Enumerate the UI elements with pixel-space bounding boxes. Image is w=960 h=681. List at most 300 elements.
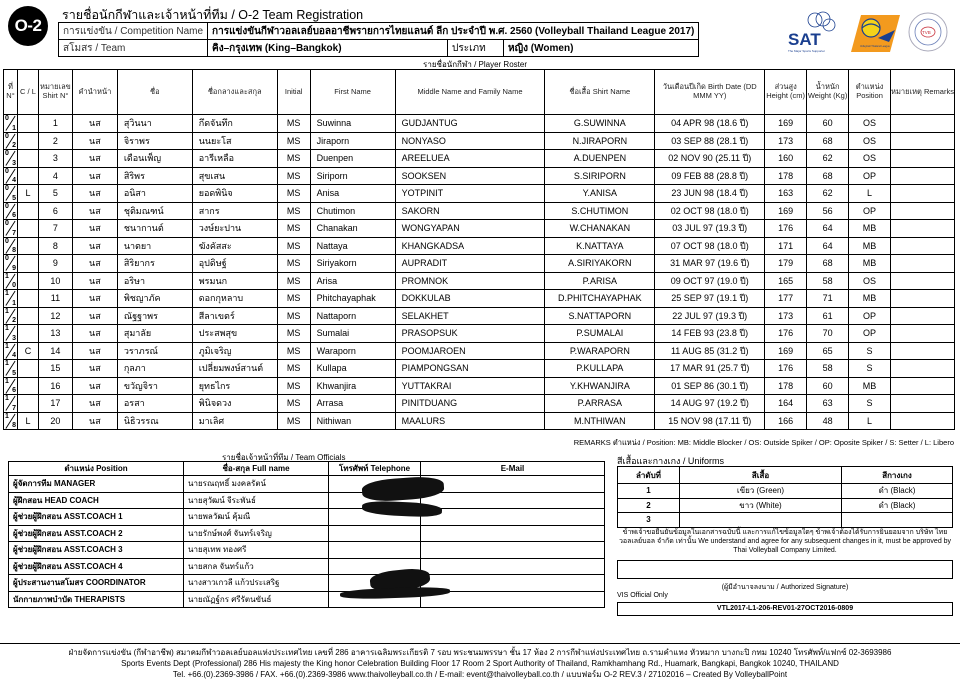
height-cell: 177 [765,290,807,308]
position-cell: OS [849,132,891,150]
last-name-th-cell: วงษ์ยะปาน [192,220,277,238]
row-index-cell [4,342,18,360]
row-index-cell [4,220,18,238]
shirt-no-cell: 14 [38,342,72,360]
shirt-no-cell: 12 [38,307,72,325]
remarks-cell [891,220,955,238]
official-row [9,542,605,559]
official-position-cell: ผู้ช่วยผู้ฝึกสอน ASST.COACH 3 [9,542,184,559]
player-row [4,167,955,185]
remarks-cell [891,202,955,220]
row-index-top: 0 [5,255,9,262]
row-index-bottom: 4 [12,177,16,184]
height-cell: 178 [765,377,807,395]
weight-cell: 58 [807,360,849,378]
birth-date-cell: 03 SEP 88 (28.1 ปี) [655,132,765,150]
shirt-no-cell: 5 [38,185,72,203]
first-name-th-cell: ขวัญจิรา [117,377,192,395]
official-name-cell: นายพลวัฒน์ คุ้มณี [184,509,329,526]
official-telephone-cell [329,525,421,542]
position-cell: L [849,185,891,203]
shorts-color-cell: ดำ (Black) [842,484,953,499]
initial-cell: MS [277,325,310,343]
shirt-name-cell: Y.KHWANJIRA [545,377,655,395]
row-index-cell [4,202,18,220]
first-name-th-cell: สุวินนา [117,115,192,133]
official-name-cell: นายสุเทพ ทองศรี [184,542,329,559]
row-index-top: 0 [5,115,9,122]
player-row [4,290,955,308]
cl-cell [17,377,38,395]
player-row [4,185,955,203]
first-name-th-cell: สิริยากร [117,255,192,273]
row-index-bottom: 1 [12,124,16,132]
initial-cell: MS [277,202,310,220]
remarks-cell [891,360,955,378]
svg-text:The Major Sports Supporter: The Major Sports Supporter [788,49,826,53]
row-index-cell [4,395,18,413]
shirt-no-cell: 16 [38,377,72,395]
shirt-name-cell: P.SUMALAI [545,325,655,343]
official-position-cell: ผู้ประสานงานสโมสร COORDINATOR [9,575,184,592]
cl-cell [17,150,38,168]
row-index-top: 1 [5,290,9,297]
last-name-th-cell: พินิจดวง [192,395,277,413]
position-cell: MB [849,377,891,395]
last-name-th-cell: พรมนก [192,272,277,290]
player-row [4,255,955,273]
first-name-th-cell: ชนากานต์ [117,220,192,238]
first-name-en-cell: Suwinna [310,115,395,133]
shirt-name-cell: W.CHANAKAN [545,220,655,238]
last-name-th-cell: สุขเสน [192,167,277,185]
official-position-cell: ผู้จัดการทีม MANAGER [9,476,184,493]
position-cell: OS [849,150,891,168]
player-row [4,115,955,133]
shirt-name-cell: G.SUWINNA [545,115,655,133]
official-email-cell [421,558,605,575]
family-name-en-cell: MAALURS [395,412,545,430]
agreement-text: ข้าพเจ้าขอยืนยันข้อมูลในเอกสารฉบับนี้ และการแก้ไขข้อมูลใดๆ ข้าพเจ้าต้องได้รับการยินยอมจาก บริษัท ไทยวอลเลย์บอล จำกัด เท่านั้น We understand and agree for any subsequent changes in it, must be approved by Thai Volleyball Company Limited. [618,529,952,555]
remarks-cell [891,290,955,308]
official-email-cell [421,591,605,608]
first-name-th-cell: อริษา [117,272,192,290]
first-name-en-cell: Nattaporn [310,307,395,325]
initial-cell: MS [277,290,310,308]
height-cell: 176 [765,360,807,378]
col-first-en: First Name [310,70,395,115]
first-name-th-cell: กุลภา [117,360,192,378]
row-index-top: 1 [5,325,9,332]
remarks-cell [891,272,955,290]
uniform-row [618,498,953,513]
title-cell: นส [72,237,117,255]
uniform-order-cell: 1 [618,484,680,499]
position-cell: MB [849,290,891,308]
height-cell: 171 [765,237,807,255]
shirt-name-cell: P.ARRASA [545,395,655,413]
shirt-no-cell: 1 [38,115,72,133]
col-last-th: ชื่อกลางและสกุล [192,70,277,115]
official-row [9,509,605,526]
player-row [4,377,955,395]
row-index-top: 0 [5,202,9,210]
competition-value: การแข่งขันกีฬาวอลเลย์บอลอาชีพรายการไทยแลนด์ ลีก ประจำปี พ.ศ. 2560 (Volleyball Thailand League 2017) [208,23,699,40]
height-cell: 166 [765,412,807,430]
shirt-name-cell: D.PHITCHAYAPHAK [545,290,655,308]
family-name-en-cell: YOTPINIT [395,185,545,203]
initial-cell: MS [277,115,310,133]
weight-cell: 58 [807,272,849,290]
title-cell: นส [72,167,117,185]
row-index-bottom: 2 [12,142,16,149]
row-index-top: 0 [5,237,9,245]
official-row [9,476,605,493]
roster-header-row [4,70,955,115]
initial-cell: MS [277,360,310,378]
official-position-cell: ผู้ช่วยผู้ฝึกสอน ASST.COACH 4 [9,558,184,575]
row-index-bottom: 7 [12,229,16,237]
family-name-en-cell: PINITDUANG [395,395,545,413]
initial-cell: MS [277,272,310,290]
player-row [4,360,955,378]
title-cell: นส [72,342,117,360]
family-name-en-cell: GUDJANTUG [395,115,545,133]
shirt-name-cell: S.SIRIPORN [545,167,655,185]
row-index-bottom: 2 [12,317,16,324]
shirt-name-cell: P.WARAPORN [545,342,655,360]
roster-caption: รายชื่อนักกีฬา / Player Roster [423,60,527,69]
first-name-th-cell: สุมาลัย [117,325,192,343]
row-index-top: 1 [5,307,9,315]
col-birth-date: วันเดือนปีเกิด Birth Date (DD MMM YY) [655,70,765,115]
col-first-th: ชื่อ [117,70,192,115]
official-email-cell [421,542,605,559]
col-position: ตำแหน่ง Position [849,70,891,115]
position-cell: S [849,360,891,378]
uniform-order-cell: 3 [618,513,680,528]
initial-cell: MS [277,395,310,413]
birth-date-cell: 02 NOV 90 (25.11 ปี) [655,150,765,168]
remarks-cell [891,132,955,150]
player-row [4,325,955,343]
family-name-en-cell: DOKKULAB [395,290,545,308]
sat-logo [788,12,835,53]
height-cell: 169 [765,115,807,133]
initial-cell: MS [277,307,310,325]
row-index-cell [4,412,18,430]
position-cell: OP [849,307,891,325]
footer-line-thai: ฝ่ายจัดการแข่งขัน (กีฬาอาชีพ) สมาคมกีฬาวอลเลย์บอลแห่งประเทศไทย เลขที่ 286 อาคารเฉลิมพระเกียรติ 7 รอบ พระชนมพรรษา ชั้น 17 ห้อง 2 การกีฬาแห่งประเทศไทย ถ.รามคำแหง หัวหมาก บางกะปิ กทม 10240 โทรศัพท์/แฟกซ์ 02-3693986 [68,648,892,657]
cl-cell [17,360,38,378]
cl-cell [17,272,38,290]
last-name-th-cell: ภูมิเจริญ [192,342,277,360]
family-name-en-cell: POOMJAROEN [395,342,545,360]
first-name-en-cell: Anisa [310,185,395,203]
col-uniform-order: ลำดับที่ [618,467,680,484]
official-name-cell: นางสาวเกวลี แก้วประเสริฐ [184,575,329,592]
position-cell: S [849,395,891,413]
first-name-th-cell: ชุติมณฑน์ [117,202,192,220]
competition-label: การแข่งขัน / Competition Name [59,23,208,40]
last-name-th-cell: ฆังคัสสะ [192,237,277,255]
family-name-en-cell: YUTTAKRAI [395,377,545,395]
family-name-en-cell: WONGYAPAN [395,220,545,238]
team-officials-table [8,461,605,608]
footer-line-address: Sports Events Dept (Professional) 286 His majesty the King honor Celebration Building Floor 17 Room 2 Sport Authority of Thailand, Ramkhamhang Rd., Huamark, Bangkapi, Bangkok 10240, THAILAND [121,659,839,668]
signature-box[interactable] [617,560,953,579]
team-value: คิง–กรุงเทพ (King–Bangkok) [208,40,448,57]
first-name-th-cell: นาตยา [117,237,192,255]
first-name-th-cell: อนิสา [117,185,192,203]
row-index-cell [4,272,18,290]
official-row [9,558,605,575]
initial-cell: MS [277,185,310,203]
player-row [4,150,955,168]
position-cell: MB [849,220,891,238]
row-index-bottom: 0 [12,282,16,289]
row-index-cell [4,255,18,273]
col-weight: น้ำหนัก Weight (Kg) [807,70,849,115]
remarks-cell [891,377,955,395]
row-index-bottom: 4 [12,352,16,359]
position-cell: OS [849,115,891,133]
first-name-en-cell: Chanakan [310,220,395,238]
first-name-en-cell: Arisa [310,272,395,290]
player-row [4,412,955,430]
row-index-bottom: 8 [12,247,16,254]
row-index-top: 1 [5,395,9,402]
row-index-bottom: 3 [12,159,16,167]
official-row [9,591,605,608]
row-index-cell [4,325,18,343]
title-cell: นส [72,290,117,308]
shirt-no-cell: 13 [38,325,72,343]
shirt-name-cell: N.JIRAPORN [545,132,655,150]
shirt-no-cell: 4 [38,167,72,185]
last-name-th-cell: ประสพสุข [192,325,277,343]
first-name-en-cell: Nithiwan [310,412,395,430]
initial-cell: MS [277,237,310,255]
svg-text:TVB: TVB [922,30,931,35]
initial-cell: MS [277,377,310,395]
initial-cell: MS [277,167,310,185]
official-position-cell: ผู้ช่วยผู้ฝึกสอน ASST.COACH 1 [9,509,184,526]
position-cell: OP [849,202,891,220]
birth-date-cell: 22 JUL 97 (19.3 ปี) [655,307,765,325]
cl-cell [17,307,38,325]
weight-cell: 64 [807,237,849,255]
family-name-en-cell: AUPRADIT [395,255,545,273]
form-badge: O-2 [8,6,48,46]
last-name-th-cell: ยุทธไกร [192,377,277,395]
first-name-th-cell: อรสา [117,395,192,413]
official-position-cell: นักกายภาพบำบัด THERAPISTS [9,591,184,608]
official-email-cell [421,492,605,509]
vis-code: VTL2017-L1-206-REV01-27OCT2016-0809 [617,602,953,616]
position-cell: OS [849,272,891,290]
first-name-en-cell: Arrasa [310,395,395,413]
remarks-cell [891,237,955,255]
uniforms-table [617,466,953,528]
uniforms-header-row [618,467,953,484]
position-cell: OP [849,325,891,343]
first-name-th-cell: สิริพร [117,167,192,185]
position-cell: MB [849,237,891,255]
first-name-th-cell: จิราพร [117,132,192,150]
row-index-top: 0 [5,150,9,157]
height-cell: 169 [765,202,807,220]
weight-cell: 65 [807,342,849,360]
player-row [4,237,955,255]
row-index-bottom: 3 [12,334,16,342]
officials-caption: รายชื่อเจ้าหน้าที่ทีม / Team Officials [222,453,346,462]
birth-date-cell: 09 OCT 97 (19.0 ปี) [655,272,765,290]
height-cell: 179 [765,255,807,273]
birth-date-cell: 31 MAR 97 (19.6 ปี) [655,255,765,273]
weight-cell: 48 [807,412,849,430]
weight-cell: 71 [807,290,849,308]
shirt-color-cell: ขาว (White) [680,498,842,513]
remarks-cell [891,115,955,133]
cl-cell [17,237,38,255]
col-shirt-name: ชื่อเสื้อ Shirt Name [545,70,655,115]
last-name-th-cell: สากร [192,202,277,220]
remarks-cell [891,255,955,273]
remarks-cell [891,395,955,413]
last-name-th-cell: มาเลิศ [192,412,277,430]
cl-cell [17,167,38,185]
row-index-top: 0 [5,220,9,227]
player-row [4,132,955,150]
player-row [4,272,955,290]
initial-cell: MS [277,220,310,238]
birth-date-cell: 01 SEP 86 (30.1 ปี) [655,377,765,395]
initial-cell: MS [277,132,310,150]
family-name-en-cell: AREELUEA [395,150,545,168]
shorts-color-cell [842,513,953,528]
official-email-cell [421,476,605,493]
height-cell: 163 [765,185,807,203]
row-index-cell [4,377,18,395]
last-name-th-cell: อารีเหลือ [192,150,277,168]
shirt-name-cell: S.CHUTIMON [545,202,655,220]
cl-cell [17,115,38,133]
title-cell: นส [72,325,117,343]
first-name-en-cell: Siriyakorn [310,255,395,273]
cl-cell [17,220,38,238]
official-name-cell: นายณัฏฐ์กร ศรีรัตนขันธ์ [184,591,329,608]
footer [0,647,960,680]
vis-label: VIS Official Only [617,592,668,599]
weight-cell: 68 [807,255,849,273]
row-index-cell [4,290,18,308]
shirt-no-cell: 17 [38,395,72,413]
shirt-no-cell: 20 [38,412,72,430]
first-name-th-cell: เดือนเพ็ญ [117,150,192,168]
cl-cell [17,395,38,413]
title-cell: นส [72,220,117,238]
first-name-en-cell: Sumalai [310,325,395,343]
shirt-no-cell: 10 [38,272,72,290]
weight-cell: 68 [807,167,849,185]
birth-date-cell: 23 JUN 98 (18.4 ปี) [655,185,765,203]
row-index-cell [4,185,18,203]
shirt-no-cell: 11 [38,290,72,308]
shirt-no-cell: 8 [38,237,72,255]
official-row [9,575,605,592]
birth-date-cell: 14 FEB 93 (23.8 ปี) [655,325,765,343]
title-cell: นส [72,377,117,395]
title-cell: นส [72,307,117,325]
row-index-cell [4,237,18,255]
position-cell: L [849,412,891,430]
col-shirt-color: สีเสื้อ [680,467,842,484]
last-name-th-cell: เปลี่ยมพงษ์สานต์ [192,360,277,378]
player-row [4,220,955,238]
weight-cell: 64 [807,220,849,238]
uniform-row [618,484,953,499]
birth-date-cell: 07 OCT 98 (18.0 ปี) [655,237,765,255]
cl-cell [17,290,38,308]
cl-cell [17,202,38,220]
weight-cell: 60 [807,377,849,395]
document-title: รายชื่อนักกีฬาและเจ้าหน้าที่ทีม / O-2 Team Registration [62,8,364,22]
uniforms-caption: สีเสื้อและกางเกง / Uniforms [617,456,724,466]
shirt-color-cell [680,513,842,528]
row-index-top: 1 [5,377,9,385]
cl-cell [17,325,38,343]
col-official-telephone: โทรศัพท์ Telephone [329,462,421,476]
first-name-en-cell: Khwanjira [310,377,395,395]
official-position-cell: ผู้ช่วยผู้ฝึกสอน ASST.COACH 2 [9,525,184,542]
last-name-th-cell: นนยะโส [192,132,277,150]
remarks-cell [891,325,955,343]
height-cell: 160 [765,150,807,168]
row-index-cell [4,132,18,150]
row-index-top: 0 [5,132,9,140]
birth-date-cell: 04 APR 98 (18.6 ปี) [655,115,765,133]
cl-cell: C [17,342,38,360]
weight-cell: 70 [807,325,849,343]
last-name-th-cell: สีลาเขตร์ [192,307,277,325]
tvb-logo [909,13,947,51]
birth-date-cell: 17 MAR 91 (25.7 ปี) [655,360,765,378]
first-name-en-cell: Siriporn [310,167,395,185]
shirt-no-cell: 9 [38,255,72,273]
row-index-bottom: 8 [12,422,16,429]
footer-divider [0,643,960,644]
row-index-top: 1 [5,342,9,350]
row-index-cell [4,307,18,325]
col-title-th: คำนำหน้า [72,70,117,115]
player-row [4,307,955,325]
row-index-top: 1 [5,360,9,367]
family-name-en-cell: NONYASO [395,132,545,150]
family-name-en-cell: PIAMPONGSAN [395,360,545,378]
position-legend: REMARKS ตำแหน่ง / Position: MB: Middle Blocker / OS: Outside Spiker / OP: Oposite Spiker / S: Setter / L: Libero [573,438,954,447]
officials-header-row [9,462,605,476]
shirt-no-cell: 6 [38,202,72,220]
initial-cell: MS [277,255,310,273]
svg-text:SAT: SAT [788,30,821,49]
shirt-no-cell: 7 [38,220,72,238]
shirt-name-cell: Y.ANISA [545,185,655,203]
family-name-en-cell: SOOKSEN [395,167,545,185]
height-cell: 169 [765,342,807,360]
remarks-cell [891,150,955,168]
last-name-th-cell: ดอกกุหลาบ [192,290,277,308]
